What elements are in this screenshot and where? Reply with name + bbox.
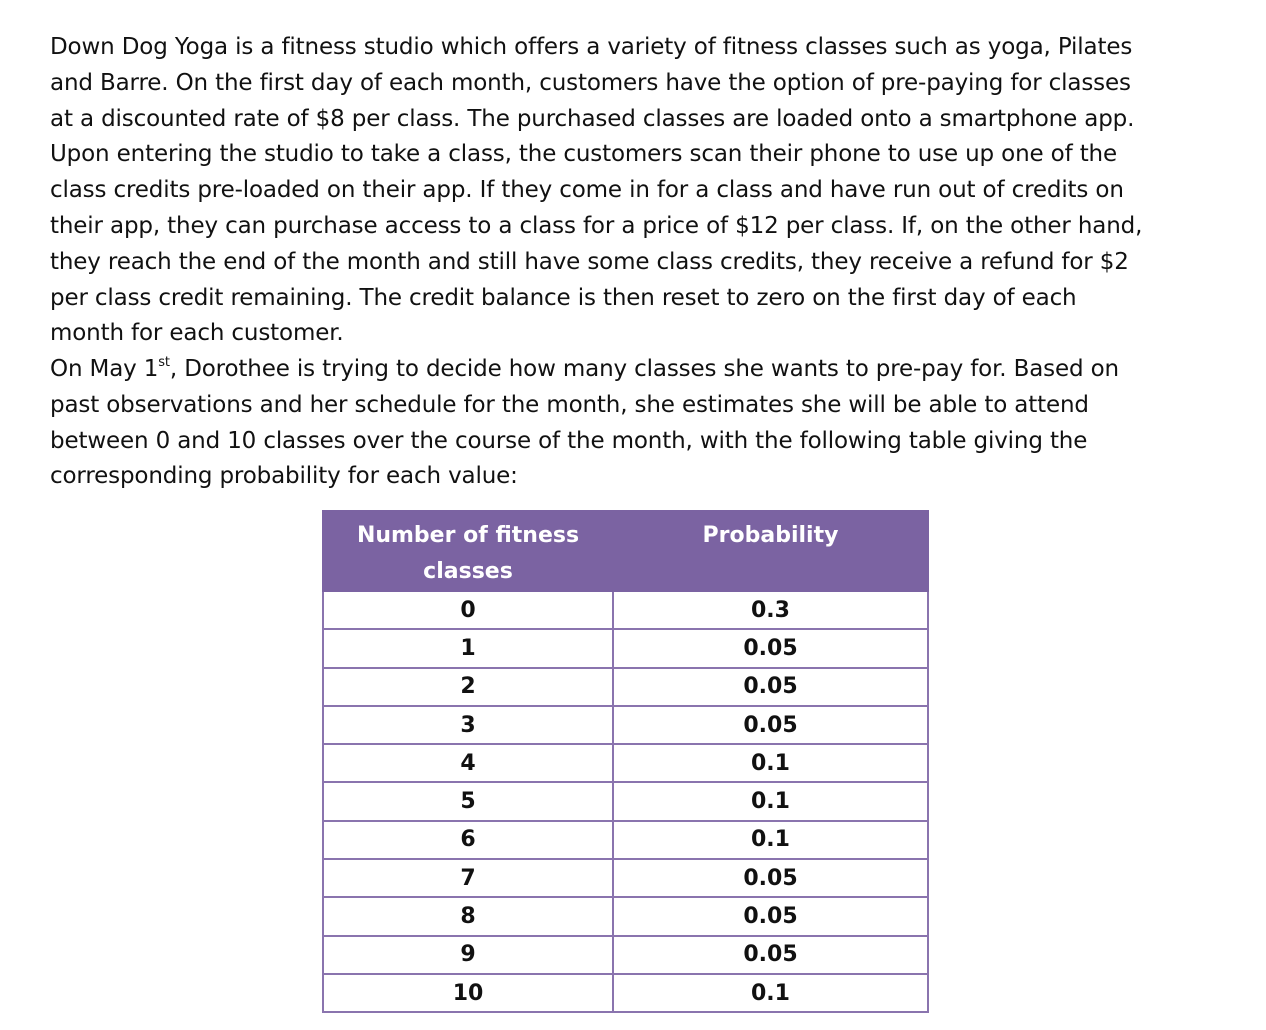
table-row (323, 897, 928, 935)
intro-paragraph (50, 30, 1230, 352)
text-line: corresponding probability for each value: (50, 463, 518, 490)
table-body (323, 591, 928, 1012)
text-line: they reach the end of the month and still have some class credits, they receive a refund for $2 (50, 248, 1129, 275)
table-row (323, 821, 928, 859)
cell-classes: 10 (323, 974, 613, 1012)
text-line: per class credit remaining. The credit balance is then reset to zero on the first day of each (50, 284, 1077, 311)
cell-probability: 0.1 (613, 974, 928, 1012)
cell-classes: 6 (323, 821, 613, 859)
text-line: at a discounted rate of $8 per class. The purchased classes are loaded onto a smartphone app. (50, 105, 1135, 132)
cell-probability: 0.1 (613, 744, 928, 782)
table-row (323, 706, 928, 744)
text-line: class credits pre-loaded on their app. If they come in for a class and have run out of credits on (50, 177, 1124, 204)
cell-probability: 0.1 (613, 782, 928, 820)
table-header-row (323, 511, 928, 591)
cell-probability: 0.05 (613, 629, 928, 667)
cell-classes: 1 (323, 629, 613, 667)
header-probability: Probability (613, 511, 928, 591)
cell-probability: 0.05 (613, 897, 928, 935)
text-line: between 0 and 10 classes over the course of the month, with the following table giving the (50, 427, 1088, 454)
cell-classes: 8 (323, 897, 613, 935)
text-line: past observations and her schedule for the month, she estimates she will be able to attend (50, 391, 1089, 418)
table-row (323, 936, 928, 974)
text-line: month for each customer. (50, 320, 344, 347)
ordinal-suffix: st (158, 355, 170, 370)
cell-probability: 0.05 (613, 668, 928, 706)
line-rest: , Dorothee is trying to decide how many classes she wants to pre-pay for. Based on (169, 356, 1119, 382)
cell-probability: 0.05 (613, 859, 928, 897)
text-line: Upon entering the studio to take a class, the customers scan their phone to use up one of the (50, 141, 1117, 168)
text-line: and Barre. On the first day of each month, customers have the option of pre-paying for classes (50, 69, 1131, 96)
cell-probability: 0.1 (613, 821, 928, 859)
text-line (50, 352, 1230, 388)
table-row (323, 591, 928, 629)
table-row (323, 782, 928, 820)
table-row (323, 668, 928, 706)
text-line: their app, they can purchase access to a class for a price of $12 per class. If, on the other hand, (50, 212, 1143, 239)
cell-probability: 0.05 (613, 936, 928, 974)
cell-classes: 5 (323, 782, 613, 820)
scenario-paragraph (50, 352, 1230, 495)
cell-classes: 7 (323, 859, 613, 897)
cell-probability: 0.3 (613, 591, 928, 629)
cell-classes: 4 (323, 744, 613, 782)
probability-table (322, 510, 929, 1013)
header-classes: Number of fitness classes (323, 511, 613, 591)
cell-classes: 0 (323, 591, 613, 629)
table-row (323, 974, 928, 1012)
text-line: Down Dog Yoga is a fitness studio which offers a variety of fitness classes such as yoga, Pilates (50, 34, 1133, 60)
cell-classes: 9 (323, 936, 613, 974)
cell-classes: 3 (323, 706, 613, 744)
table-row (323, 629, 928, 667)
cell-probability: 0.05 (613, 706, 928, 744)
cell-classes: 2 (323, 668, 613, 706)
table-row (323, 859, 928, 897)
table-row (323, 744, 928, 782)
date-text: On May 1 (50, 356, 159, 382)
